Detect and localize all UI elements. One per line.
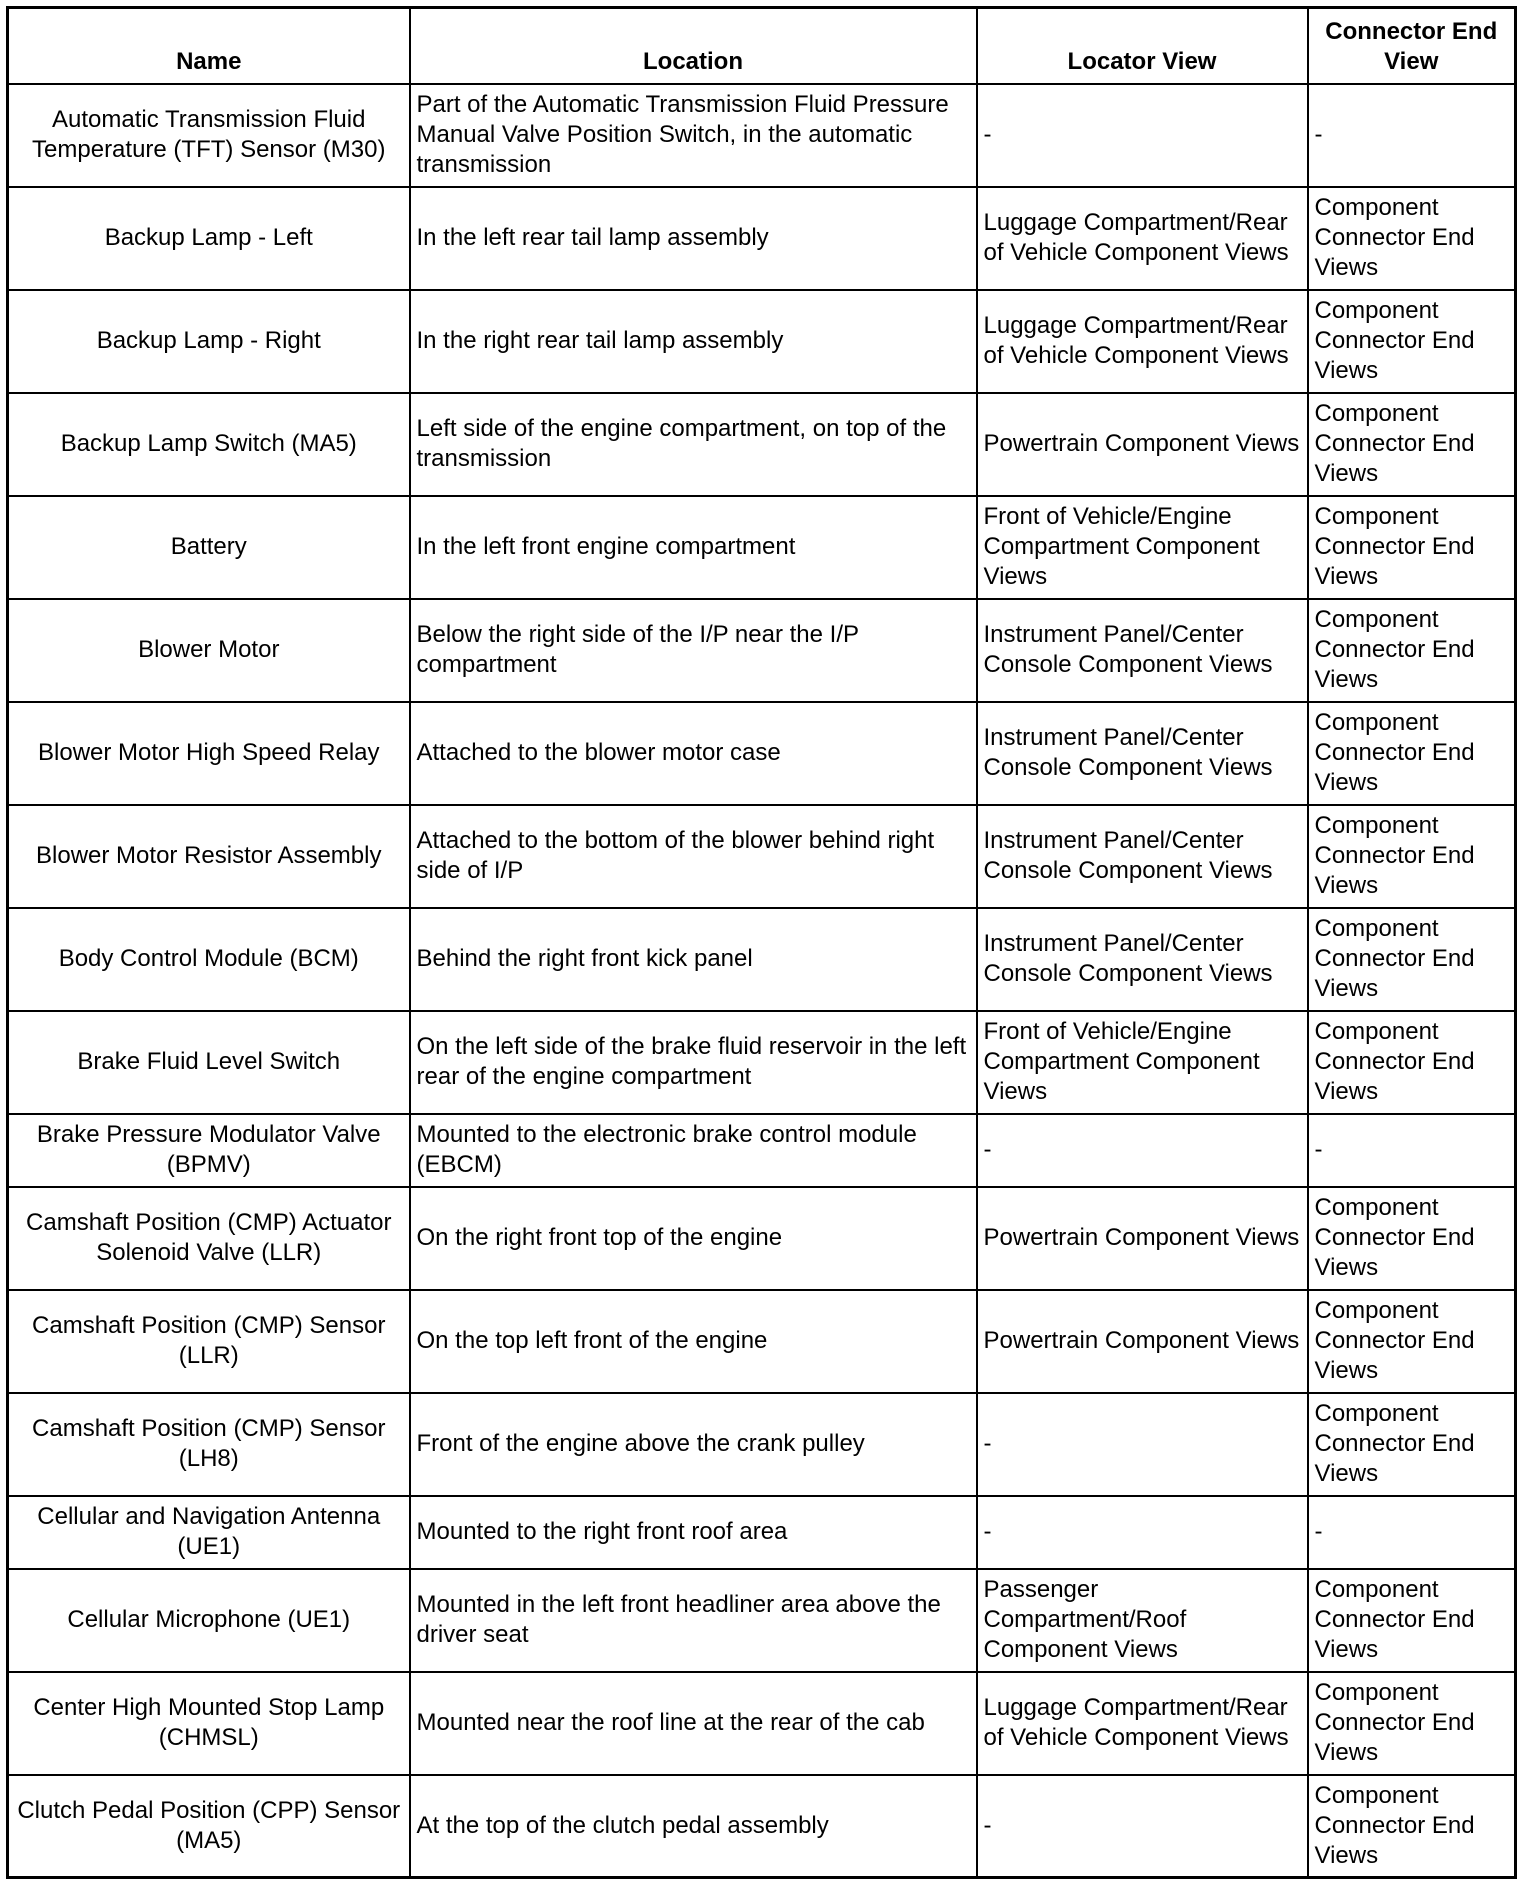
cell-location: At the top of the clutch pedal assembly: [410, 1775, 977, 1878]
component-locator-table: [6, 6, 1517, 1879]
table-row: [8, 1011, 1516, 1114]
table-row: [8, 1775, 1516, 1878]
cell-location: Left side of the engine compartment, on top of the transmission: [410, 393, 977, 496]
cell-locator-view: Luggage Compartment/Rear of Vehicle Component Views: [977, 290, 1308, 393]
table-row: [8, 1114, 1516, 1187]
cell-locator-view: Powertrain Component Views: [977, 1290, 1308, 1393]
cell-location: In the left front engine compartment: [410, 496, 977, 599]
cell-name: Backup Lamp - Left: [8, 187, 410, 290]
cell-connector-end-view: Component Connector End Views: [1308, 187, 1516, 290]
cell-name: Blower Motor Resistor Assembly: [8, 805, 410, 908]
cell-locator-view: -: [977, 1393, 1308, 1496]
cell-connector-end-view: -: [1308, 84, 1516, 187]
cell-name: Cellular Microphone (UE1): [8, 1569, 410, 1672]
table-row: [8, 393, 1516, 496]
cell-name: Camshaft Position (CMP) Sensor (LLR): [8, 1290, 410, 1393]
cell-locator-view: Luggage Compartment/Rear of Vehicle Component Views: [977, 187, 1308, 290]
cell-locator-view: Instrument Panel/Center Console Component Views: [977, 702, 1308, 805]
cell-name: Blower Motor: [8, 599, 410, 702]
header-connector-end-view: Connector End View: [1308, 8, 1516, 84]
cell-location: Below the right side of the I/P near the I/P compartment: [410, 599, 977, 702]
cell-locator-view: Instrument Panel/Center Console Component Views: [977, 599, 1308, 702]
cell-name: Automatic Transmission Fluid Temperature (TFT) Sensor (M30): [8, 84, 410, 187]
cell-connector-end-view: Component Connector End Views: [1308, 1290, 1516, 1393]
table-row: [8, 1496, 1516, 1569]
cell-connector-end-view: -: [1308, 1496, 1516, 1569]
header-name: Name: [8, 8, 410, 84]
header-row: [8, 8, 1516, 84]
table-row: [8, 1187, 1516, 1290]
cell-location: Part of the Automatic Transmission Fluid Pressure Manual Valve Position Switch, in the automatic transmission: [410, 84, 977, 187]
cell-name: Cellular and Navigation Antenna (UE1): [8, 1496, 410, 1569]
cell-connector-end-view: Component Connector End Views: [1308, 599, 1516, 702]
cell-location: Attached to the blower motor case: [410, 702, 977, 805]
cell-connector-end-view: Component Connector End Views: [1308, 1187, 1516, 1290]
table-row: [8, 1393, 1516, 1496]
table-row: [8, 187, 1516, 290]
cell-locator-view: Luggage Compartment/Rear of Vehicle Component Views: [977, 1672, 1308, 1775]
cell-connector-end-view: Component Connector End Views: [1308, 702, 1516, 805]
cell-location: Mounted near the roof line at the rear of the cab: [410, 1672, 977, 1775]
cell-locator-view: -: [977, 1114, 1308, 1187]
cell-locator-view: -: [977, 1496, 1308, 1569]
cell-name: Backup Lamp Switch (MA5): [8, 393, 410, 496]
table-row: [8, 1290, 1516, 1393]
table-row: [8, 496, 1516, 599]
table-row: [8, 290, 1516, 393]
cell-location: Mounted in the left front headliner area above the driver seat: [410, 1569, 977, 1672]
cell-location: Front of the engine above the crank pulley: [410, 1393, 977, 1496]
table-row: [8, 599, 1516, 702]
cell-location: Attached to the bottom of the blower behind right side of I/P: [410, 805, 977, 908]
cell-location: In the left rear tail lamp assembly: [410, 187, 977, 290]
cell-connector-end-view: Component Connector End Views: [1308, 1393, 1516, 1496]
cell-name: Backup Lamp - Right: [8, 290, 410, 393]
cell-name: Center High Mounted Stop Lamp (CHMSL): [8, 1672, 410, 1775]
cell-connector-end-view: Component Connector End Views: [1308, 1775, 1516, 1878]
header-location: Location: [410, 8, 977, 84]
cell-location: In the right rear tail lamp assembly: [410, 290, 977, 393]
cell-locator-view: Instrument Panel/Center Console Component Views: [977, 908, 1308, 1011]
cell-connector-end-view: Component Connector End Views: [1308, 290, 1516, 393]
cell-connector-end-view: Component Connector End Views: [1308, 1011, 1516, 1114]
table-row: [8, 84, 1516, 187]
cell-connector-end-view: Component Connector End Views: [1308, 1672, 1516, 1775]
cell-locator-view: Front of Vehicle/Engine Compartment Component Views: [977, 496, 1308, 599]
cell-name: Camshaft Position (CMP) Sensor (LH8): [8, 1393, 410, 1496]
cell-location: On the top left front of the engine: [410, 1290, 977, 1393]
cell-locator-view: Passenger Compartment/Roof Component Views: [977, 1569, 1308, 1672]
cell-locator-view: Front of Vehicle/Engine Compartment Component Views: [977, 1011, 1308, 1114]
cell-location: Mounted to the right front roof area: [410, 1496, 977, 1569]
cell-locator-view: Powertrain Component Views: [977, 393, 1308, 496]
cell-name: Body Control Module (BCM): [8, 908, 410, 1011]
table-row: [8, 1569, 1516, 1672]
cell-name: Battery: [8, 496, 410, 599]
cell-locator-view: Instrument Panel/Center Console Component Views: [977, 805, 1308, 908]
cell-name: Camshaft Position (CMP) Actuator Solenoid Valve (LLR): [8, 1187, 410, 1290]
cell-connector-end-view: Component Connector End Views: [1308, 393, 1516, 496]
cell-locator-view: Powertrain Component Views: [977, 1187, 1308, 1290]
cell-connector-end-view: Component Connector End Views: [1308, 908, 1516, 1011]
table-row: [8, 702, 1516, 805]
cell-locator-view: -: [977, 84, 1308, 187]
cell-location: On the right front top of the engine: [410, 1187, 977, 1290]
cell-name: Blower Motor High Speed Relay: [8, 702, 410, 805]
cell-location: On the left side of the brake fluid reservoir in the left rear of the engine compartment: [410, 1011, 977, 1114]
cell-connector-end-view: Component Connector End Views: [1308, 1569, 1516, 1672]
cell-connector-end-view: Component Connector End Views: [1308, 805, 1516, 908]
cell-connector-end-view: Component Connector End Views: [1308, 496, 1516, 599]
cell-name: Clutch Pedal Position (CPP) Sensor (MA5): [8, 1775, 410, 1878]
cell-name: Brake Fluid Level Switch: [8, 1011, 410, 1114]
cell-location: Mounted to the electronic brake control module (EBCM): [410, 1114, 977, 1187]
cell-location: Behind the right front kick panel: [410, 908, 977, 1011]
table-row: [8, 1672, 1516, 1775]
table-row: [8, 908, 1516, 1011]
cell-connector-end-view: -: [1308, 1114, 1516, 1187]
cell-locator-view: -: [977, 1775, 1308, 1878]
header-locator-view: Locator View: [977, 8, 1308, 84]
table-row: [8, 805, 1516, 908]
cell-name: Brake Pressure Modulator Valve (BPMV): [8, 1114, 410, 1187]
